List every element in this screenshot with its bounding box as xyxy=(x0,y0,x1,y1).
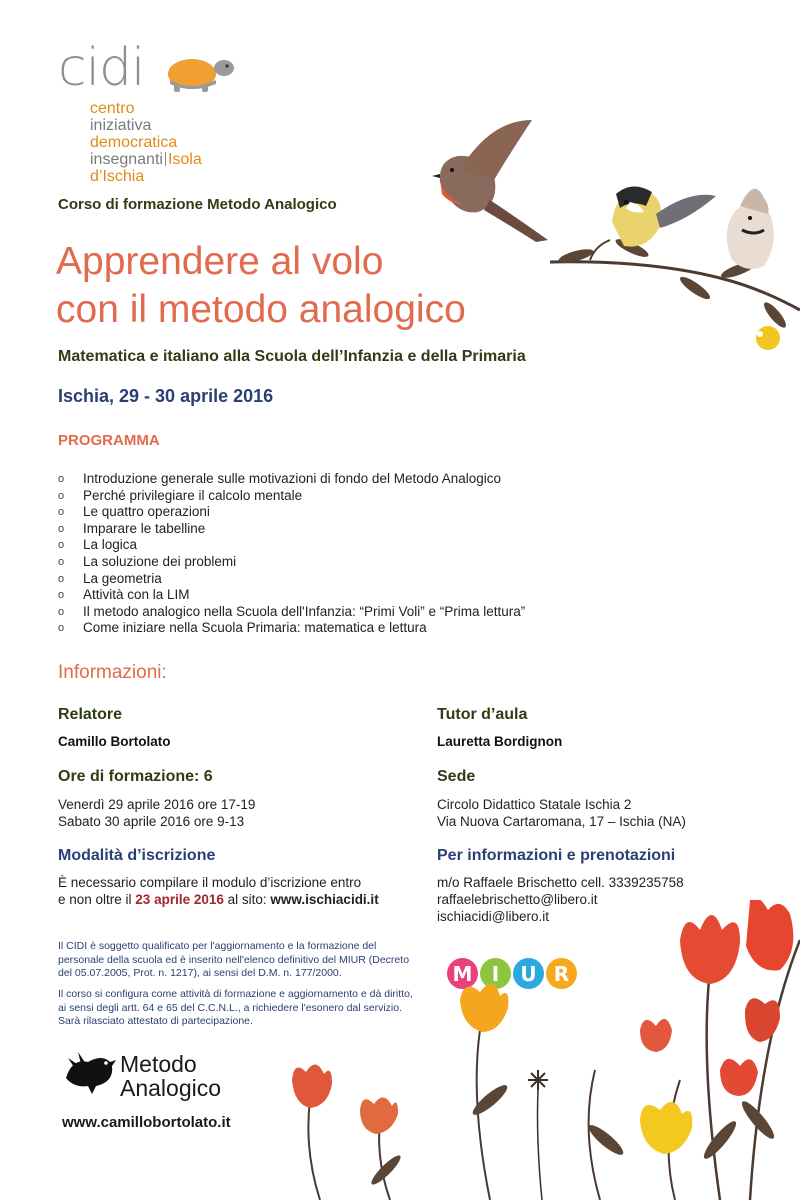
list-item-text: Imparare le tabelline xyxy=(83,520,206,536)
cidi-logo xyxy=(58,38,248,185)
iscrizione-label: Modalità d’iscrizione xyxy=(58,847,216,864)
contatti-phone: m/o Raffaele Brischetto cell. 3339235758 xyxy=(437,875,684,890)
ore-line: Venerdì 29 aprile 2016 ore 17-19 xyxy=(58,797,256,812)
note-corso: Il corso si configura come attività di formazione e aggiornamento e dà diritto, ai sensi degli artt. 64 e 65 del C.C.N.L., a richiedere l'esonero dal servizio. Sarà rilasciato attestato di partecipazione. xyxy=(58,988,413,1027)
bullet-icon: o xyxy=(58,572,65,585)
tutor-name: Lauretta Bordignon xyxy=(437,734,563,749)
ma-line-1: Metodo xyxy=(120,1051,197,1077)
relatore-name: Camillo Bortolato xyxy=(58,734,171,749)
list-item xyxy=(58,554,618,571)
list-item-text: La geometria xyxy=(83,570,162,586)
program-list xyxy=(58,471,618,637)
program-heading: PROGRAMMA xyxy=(58,432,160,449)
iscrizione-pre: e non oltre il xyxy=(58,892,136,907)
sede-line: Circolo Didattico Statale Ischia 2 xyxy=(437,797,632,812)
list-item-text: Attività con la LIM xyxy=(83,587,190,603)
title-line-2: con il metodo analogico xyxy=(56,288,466,331)
list-item-text: La logica xyxy=(83,537,138,553)
bird-logo-icon xyxy=(62,1048,118,1096)
bullet-icon: o xyxy=(58,555,65,568)
list-item-text: La soluzione dei problemi xyxy=(83,553,237,569)
flowers-illustration xyxy=(280,900,800,1200)
list-item-text: Il metodo analogico nella Scuola dell'Infanzia: “Primi Voli” e “Prima lettura” xyxy=(83,603,526,619)
ore-schedule xyxy=(58,796,255,830)
iscrizione-line: È necessario compilare il modulo d’iscrizione entro xyxy=(58,875,362,890)
ma-line-2: Analogico xyxy=(120,1075,222,1101)
list-item xyxy=(58,537,618,554)
cidi-wordmark: cidi xyxy=(58,38,145,98)
bullet-icon: o xyxy=(58,605,65,618)
tutor-label: Tutor d’aula xyxy=(437,706,528,723)
list-item xyxy=(58,620,618,637)
list-item-text: Come iniziare nella Scuola Primaria: matematica e lettura xyxy=(83,620,427,636)
deadline-date: 23 aprile 2016 xyxy=(135,892,224,907)
info-heading: Informazioni: xyxy=(58,662,167,683)
contatti-email-link[interactable]: raffaelebrischetto@libero.it xyxy=(437,892,598,907)
logo-line-insegnanti xyxy=(90,151,248,185)
contatti-label: Per informazioni e prenotazioni xyxy=(437,847,676,864)
cidi-logo-text xyxy=(90,100,248,185)
sede-line: Via Nuova Cartaromana, 17 – Ischia (NA) xyxy=(437,814,686,829)
birds-illustration xyxy=(420,110,800,360)
miur-letter: U xyxy=(513,958,544,989)
note-cidi: Il CIDI è soggetto qualificato per l'aggiornamento e la formazione del personale della scuola ed è inserito nell'elenco definitivo del MIUR (Decreto del 05.07.2005, Prot. n. 1217), ai sensi del D.M. n. 177/2000. xyxy=(58,940,410,979)
iscrizione-mid: al sito: xyxy=(223,892,271,907)
list-item-text: Perché privilegiare il calcolo mentale xyxy=(83,487,303,503)
bullet-icon: o xyxy=(58,539,65,552)
bullet-icon: o xyxy=(58,473,65,485)
logo-location: Isola d’Ischia xyxy=(90,151,202,185)
subtitle: Matematica e italiano alla Scuola dell’Infanzia e della Primaria xyxy=(58,348,526,365)
sede-label: Sede xyxy=(437,768,476,785)
relatore-label: Relatore xyxy=(58,706,123,723)
place-date: Ischia, 29 - 30 aprile 2016 xyxy=(58,386,274,406)
miur-letter: M xyxy=(447,958,478,989)
miur-letter: R xyxy=(546,958,577,989)
logo-line-iniziativa: iniziativa xyxy=(90,117,152,134)
logo-line-insegnanti-text: insegnanti xyxy=(90,151,163,168)
bullet-icon: o xyxy=(58,522,65,535)
logo-line-democratica: democratica xyxy=(90,134,178,151)
title-line-1: Apprendere al volo xyxy=(56,240,384,283)
list-item xyxy=(58,587,618,604)
list-item xyxy=(58,471,618,488)
list-item xyxy=(58,488,618,505)
course-label: Corso di formazione Metodo Analogico xyxy=(58,196,337,213)
ore-label: Ore di formazione: 6 xyxy=(58,768,213,785)
bullet-icon: o xyxy=(58,506,65,519)
bullet-icon: o xyxy=(58,589,65,602)
list-item xyxy=(58,521,618,538)
list-item-text: Introduzione generale sulle motivazioni di fondo del Metodo Analogico xyxy=(83,471,502,486)
list-item-text: Le quattro operazioni xyxy=(83,504,210,520)
contatti-email-link[interactable]: ischiacidi@libero.it xyxy=(437,909,549,924)
miur-letter: I xyxy=(480,958,511,989)
logo-line-centro: centro xyxy=(90,100,135,117)
ore-line: Sabato 30 aprile 2016 ore 9-13 xyxy=(58,814,245,829)
list-item xyxy=(58,571,618,588)
iscrizione-site-link[interactable]: www.ischiacidi.it xyxy=(270,892,379,907)
list-item xyxy=(58,504,618,521)
list-item xyxy=(58,604,618,621)
sede-address xyxy=(437,796,686,830)
bullet-icon: o xyxy=(58,489,65,502)
bullet-icon: o xyxy=(58,622,65,635)
turtle-icon xyxy=(162,46,240,94)
website-link[interactable]: www.camillobortolato.it xyxy=(62,1114,231,1131)
metodo-analogico-logo-text xyxy=(120,1052,221,1100)
